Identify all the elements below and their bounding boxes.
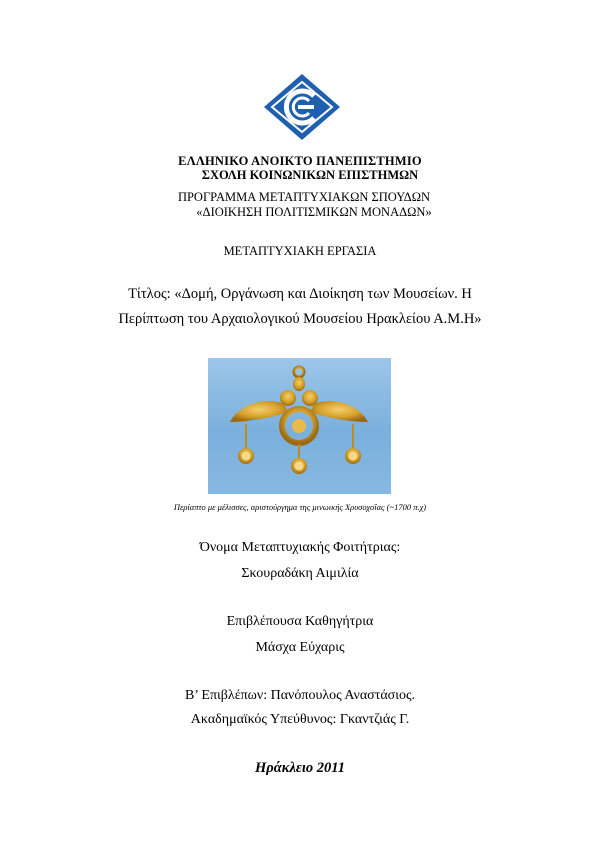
minoan-bee-pendant-photo (208, 358, 391, 494)
program-label: ΠΡΟΓΡΑΜΜΑ ΜΕΤΑΠΤΥΧΙΑΚΩΝ ΣΠΟΥΔΩΝ (177, 190, 431, 204)
second-supervisor: Β’ Επιβλέπων: Πανόπουλος Αναστάσιος. (184, 688, 416, 703)
supervisor-label: Επιβλέπουσα Καθηγήτρια (226, 614, 374, 629)
student-label: Όνομα Μεταπτυχιακής Φοιτήτριας: (199, 540, 401, 555)
figure-caption: Περίαπτο με μέλισσες, αριστούργημα της μινωικής Χρυσοχοΐας (~1700 π.χ) (173, 502, 427, 512)
bee-pendant-illustration (208, 358, 391, 494)
student-name: Σκουραδάκη Αιμιλία (241, 566, 359, 581)
academic-advisor: Ακαδημαϊκός Υπεύθυνος: Γκαντζιάς Γ. (190, 712, 410, 727)
thesis-title-line-2: Περίπτωση του Αρχαιολογικού Μουσείου Ηρακλείου Α.Μ.Η» (118, 311, 482, 327)
supervisor-name: Μάσχα Εύχαρις (255, 640, 345, 655)
program-name: «ΔΙΟΙΚΗΣΗ ΠΟΛΙΤΙΣΜΙΚΩΝ ΜΟΝΑΔΩΝ» (196, 205, 432, 219)
university-logo (262, 72, 342, 142)
university-name: ΕΛΛΗΝΙΚΟ ΑΝΟΙΚΤΟ ΠΑΝΕΠΙΣΤΗΜΙΟ (178, 154, 422, 168)
thesis-type: ΜΕΤΑΠΤΥΧΙΑΚΗ ΕΡΓΑΣΙΑ (223, 244, 377, 258)
thesis-title-line-1: Τίτλος: «Δομή, Οργάνωση και Διοίκηση των Μουσείων. Η (128, 286, 472, 302)
school-name: ΣΧΟΛΗ ΚΟΙΝΩΝΙΚΩΝ ΕΠΙΣΤΗΜΩΝ (201, 168, 419, 182)
place-and-date: Ηράκλειο 2011 (255, 760, 345, 776)
